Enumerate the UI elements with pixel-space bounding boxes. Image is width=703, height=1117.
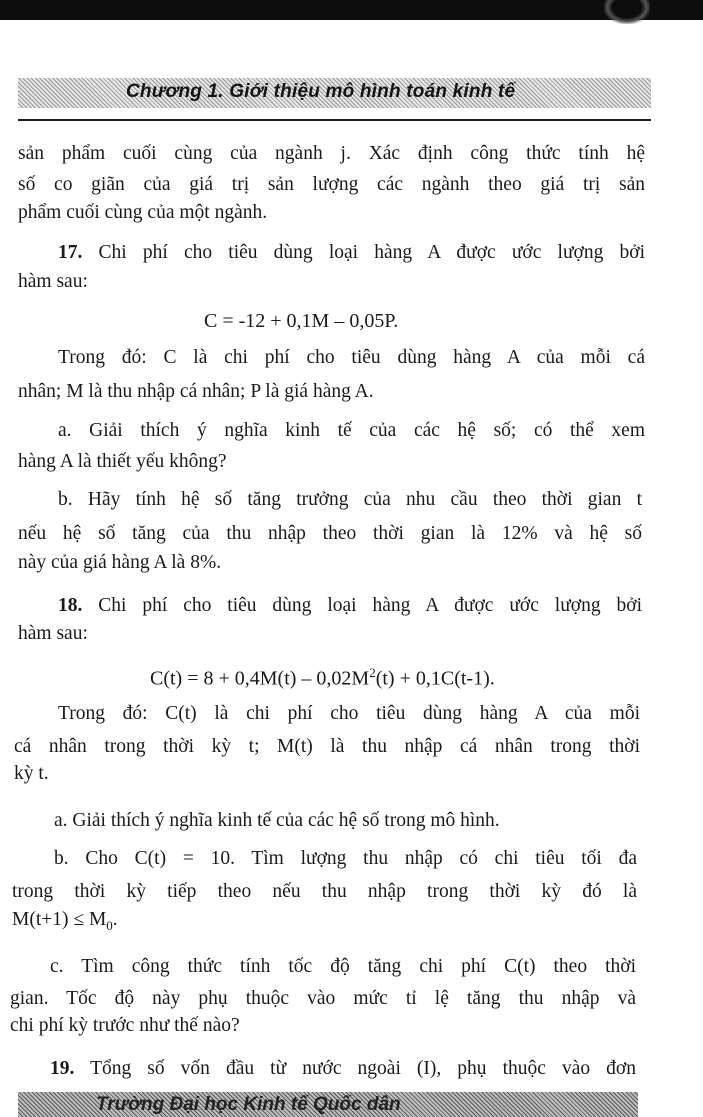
running-header-title: Chương 1. Giới thiệu mô hình toán kinh tế (126, 81, 516, 102)
body-line: trong thời kỳ tiếp theo nếu thu nhập trong thời kỳ đó là (12, 881, 637, 902)
formula-part: C(t) = 8 + 0,4M(t) – 0,02M (150, 667, 370, 690)
scan-top-border (0, 0, 703, 20)
body-line: nhân; M là thu nhập cá nhân; P là giá hàng A. (18, 381, 374, 402)
running-footer-title: Trường Đại học Kinh tế Quốc dân (96, 1094, 401, 1115)
exercise-text: Chi phí cho tiêu dùng loại hàng A được ước lượng bởi (82, 242, 645, 263)
header-rule (18, 119, 651, 121)
body-line: này của giá hàng A là 8%. (18, 552, 222, 573)
body-line: Trong đó: C(t) là chi phí cho tiêu dùng hàng A của mỗi (58, 703, 640, 724)
body-line: hàm sau: (18, 271, 88, 292)
body-line: nếu hệ số tăng của thu nhập theo thời gian là 12% và hệ số (18, 523, 642, 544)
body-line (12, 908, 118, 938)
formula-17: C = -12 + 0,1M – 0,05P. (204, 310, 399, 332)
body-line: sản phẩm cuối cùng của ngành j. Xác định công thức tính hệ (18, 143, 645, 164)
question-b: b. Hãy tính hệ số tăng trưởng của nhu cầu theo thời gian t (58, 489, 642, 510)
body-line: số co giãn của giá trị sản lượng các ngành theo giá trị sản (18, 174, 645, 195)
body-line: hàng A là thiết yếu không? (18, 451, 227, 472)
running-footer (18, 1092, 638, 1117)
exercise-text: Chi phí cho tiêu dùng loại hàng A được ước lượng bởi (82, 595, 642, 616)
body-line: gian. Tốc độ này phụ thuộc vào mức tỉ lệ tăng thu nhập và (10, 988, 636, 1009)
exercise-number: 19. (50, 1058, 75, 1079)
body-line: Trong đó: C là chi phí cho tiêu dùng hàng A của mỗi cá (58, 347, 645, 368)
body-line: chi phí kỳ trước như thế nào? (10, 1015, 240, 1036)
question-b: b. Cho C(t) = 10. Tìm lượng thu nhập có chi tiêu tối đa (54, 848, 637, 869)
body-line: phẩm cuối cùng của một ngành. (18, 202, 268, 223)
formula-part: (t) + 0,1C(t-1). (375, 667, 495, 690)
formula-part: M(t+1) ≤ M (12, 909, 107, 930)
exercise-17-intro (58, 241, 645, 265)
question-a: a. Giải thích ý nghĩa kinh tế của các hệ số trong mô hình. (54, 810, 500, 831)
exercise-19-intro (50, 1057, 636, 1081)
formula-superscript: 2 (369, 665, 376, 680)
body-line: cá nhân trong thời kỳ t; M(t) là thu nhập cá nhân trong thời (14, 736, 640, 757)
body-line: hàm sau: (18, 623, 88, 644)
question-a: a. Giải thích ý nghĩa kinh tế của các hệ số; có thể xem (58, 420, 645, 441)
formula-18 (150, 661, 495, 691)
running-header (18, 78, 651, 108)
exercise-number: 17. (58, 242, 83, 263)
formula-subscript: 0 (106, 917, 113, 933)
exercise-18-intro (58, 594, 642, 618)
body-line: kỳ t. (14, 763, 49, 784)
exercise-text: Tổng số vốn đầu từ nước ngoài (I), phụ thuộc vào đơn (74, 1058, 636, 1079)
scan-artifact (604, 0, 650, 24)
question-c: c. Tìm công thức tính tốc độ tăng chi phí C(t) theo thời (50, 956, 636, 977)
formula-part: . (112, 909, 118, 930)
exercise-number: 18. (58, 595, 83, 616)
